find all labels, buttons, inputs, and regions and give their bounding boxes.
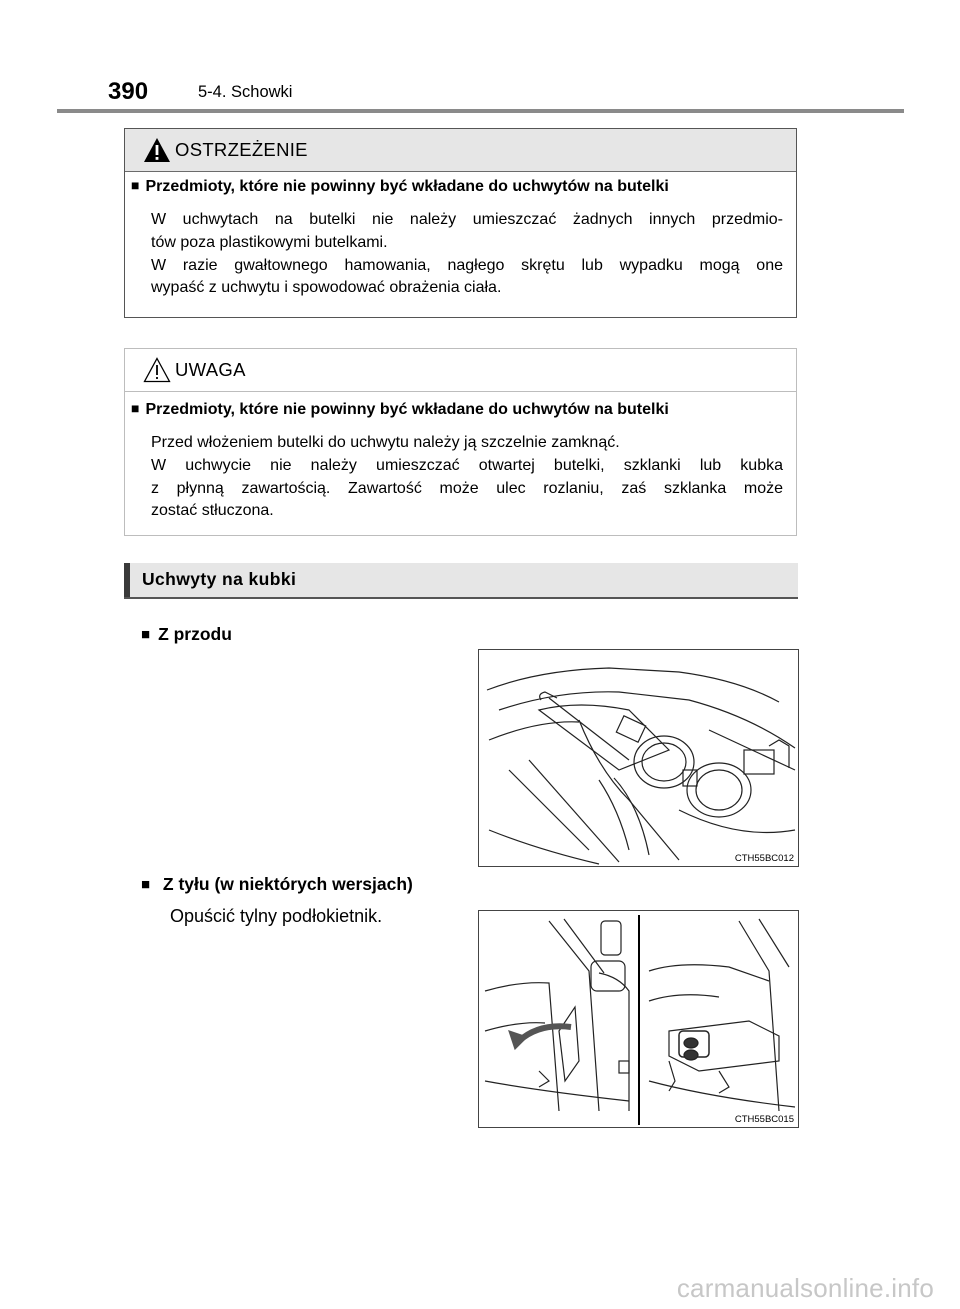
front-heading-text: Z przodu (158, 624, 232, 644)
rear-instruction: Opuścić tylny podłokietnik. (170, 906, 383, 926)
warning-box-header (125, 129, 796, 172)
warning-line: wypaść z uchwytu i spowodować obrażenia ciała. (151, 279, 502, 297)
bullet-square-icon: ■ (141, 626, 151, 643)
watermark: carmanualsonline.info (676, 1273, 934, 1303)
warning-paragraph (151, 209, 783, 300)
caution-heading-text: Przedmioty, które nie powinny być wkładane do uchwytów na butelki (145, 401, 669, 418)
rear-heading-text: Z tyłu (w niektórych wersjach) (158, 874, 413, 894)
warning-label: OSTRZEŻENIE (175, 139, 308, 160)
caution-line: W uchwycie nie należy umieszczać otwartej butelki, szklanki lub kubka (151, 456, 783, 474)
rear-heading (141, 874, 413, 895)
warning-triangle-icon (143, 137, 171, 163)
figure-code: CTH55BC012 (734, 853, 794, 864)
caution-paragraph (151, 432, 783, 523)
caution-line: z płynną zawartością. Zawartość może ulec rozlaniu, zaś szklanka może (151, 479, 783, 497)
section-label: 5-4. Schowki (198, 83, 293, 101)
bullet-square-icon: ■ (131, 177, 140, 193)
front-cupholder-drawing (479, 650, 799, 867)
figure-code: CTH55BC015 (734, 1114, 794, 1125)
caution-heading (131, 401, 669, 419)
rear-cupholder-drawing (479, 911, 799, 1128)
warning-line: W uchwytach na butelki nie należy umieszczać żadnych innych przedmio- (151, 211, 783, 228)
warning-line: tów poza plastikowymi butelkami. (151, 233, 388, 251)
section-title-bar (124, 563, 798, 599)
warning-line: W razie gwałtownego hamowania, nagłego skrętu lub wypadku mogą one (151, 256, 783, 274)
caution-box (124, 348, 797, 536)
front-heading (141, 624, 232, 645)
warning-heading-text: Przedmioty, które nie powinny być wkładane do uchwytów na butelki (145, 178, 669, 195)
warning-box (124, 128, 797, 318)
header-rule (57, 109, 904, 113)
caution-line: zostać stłuczona. (151, 502, 274, 520)
warning-heading (131, 178, 669, 196)
caution-line: Przed włożeniem butelki do uchwytu należy ją szczelnie zamknąć. (151, 434, 620, 451)
caution-box-header (125, 349, 796, 392)
page-number: 390 (108, 78, 149, 105)
bullet-square-icon: ■ (141, 876, 151, 893)
front-cupholder-figure (478, 649, 799, 867)
section-accent (124, 563, 130, 597)
page-header (108, 74, 904, 104)
caution-triangle-icon (143, 357, 171, 383)
rear-cupholder-figure (478, 910, 799, 1128)
bullet-square-icon: ■ (131, 400, 140, 416)
caution-label: UWAGA (175, 359, 246, 380)
section-title: Uchwyty na kubki (142, 569, 297, 589)
